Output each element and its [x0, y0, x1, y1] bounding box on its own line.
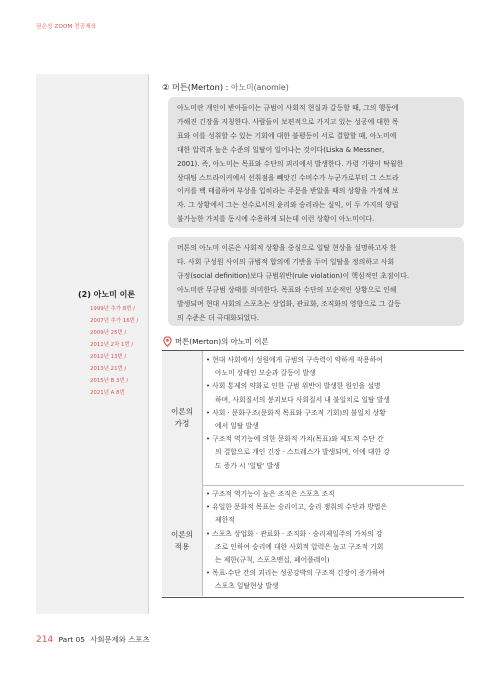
row-label-line: 이론의	[170, 529, 193, 539]
table-cell-line: • 목표-수단 간의 괴리는 성공강박의 구조적 긴장이 증가하여	[206, 569, 386, 578]
table-cell-line: 스포츠 일탈현상 발생	[215, 582, 279, 591]
section-heading	[162, 82, 289, 93]
paragraph-line: 자. 그 상황에서 그는 선수로서의 윤리와 승리라는 실익, 이 두 가지의 양립	[177, 201, 399, 210]
anomie-theory-table	[162, 350, 464, 598]
paragraph-line: 규정(social definition)보다 규범위반(rule violation)이 핵심적인 초점이다.	[177, 271, 410, 280]
row-content	[203, 351, 464, 485]
table-cell-line: 는 제한(규칙, 스포츠맨십, 페어플레이)	[215, 556, 330, 565]
exam-year-item: 2009년 25번 /	[90, 330, 127, 336]
row-label-line: 적용	[174, 541, 190, 551]
column-divider	[148, 74, 149, 614]
table-cell-line: • 현대 사회에서 성원에게 규범의 구속력이 약하게 작용하여	[206, 356, 383, 364]
paragraph-line: 불가능한 가치를 동시에 수용하게 되는데 이런 상황이 아노미이다.	[177, 215, 375, 224]
exam-year-item: 2012년 13번 /	[90, 354, 127, 360]
exam-year-item: 2007년 추가 16번 /	[90, 318, 139, 324]
table-cell-line: 아노미 상태인 모순과 갈등이 발생	[215, 369, 316, 378]
theory-summary-box	[168, 237, 464, 326]
exam-year-item: 1999년 추가 8번 /	[90, 306, 135, 312]
paragraph-line: 가해진 긴장을 지칭한다. 사람들이 보편적으로 가지고 있는 성공에 대한 목	[177, 117, 399, 126]
table-cell-line: • 유일한 문화적 목표는 승리이고, 승리 쟁취의 수단과 방법은	[206, 503, 388, 512]
table-cell-line: 에서 일탈 발생	[215, 422, 259, 431]
paragraph-line: 대한 압력과 높은 수준의 일탈이 일어나는 것이다(Liska & Messner,	[177, 145, 385, 154]
exam-year-item: 2021년 A 8번	[90, 390, 125, 396]
page-footer	[36, 634, 150, 645]
row-label-line: 이론의	[170, 407, 193, 416]
row-label	[162, 351, 203, 485]
exam-year-item: 2015년 B 3번 /	[90, 378, 129, 384]
table-cell-line: 하며, 사회질서의 붕괴보다 사회질서 내 불일치로 일탈 발생	[215, 395, 390, 404]
table-cell-line: 도 증가 시 '일탈' 발생	[215, 461, 280, 470]
table-cell-line: • 구조적 역기능이 높은 조직은 스포츠 조직	[206, 490, 335, 498]
map-pin-icon	[163, 336, 172, 347]
running-header: 권은성 ZOOM 전공체육	[36, 24, 97, 30]
table-row-assumption	[162, 351, 464, 486]
page-number: 214	[36, 635, 54, 645]
section-number: ②	[162, 82, 170, 92]
table-cell-line: 의 결합으로 개인 긴장 · 스트레스가 발생되며, 이에 대한 강	[215, 448, 390, 457]
paragraph-line: 상대팀 스트라이커에서 선취점을 빼앗긴 수비수가 누군가로부터 그 스트라	[177, 173, 399, 182]
table-heading-text: 머튼(Merton)의 아노미 이론	[175, 337, 269, 346]
exam-year-item: 2013년 21번 /	[90, 366, 127, 372]
table-cell-line: 제한적	[215, 516, 235, 525]
paragraph-line: 다. 사회 구성원 사이의 규범적 합의에 기반을 두어 일탈을 정의하고 사회	[177, 257, 395, 266]
table-heading	[163, 336, 269, 347]
exam-year-list	[90, 303, 138, 399]
table-cell-line: • 사회 통제의 약화로 인한 규범 위반이 발생한 원인을 설명	[206, 382, 381, 391]
paragraph-line: 아노미란 무규범 상태를 의미한다. 목표와 수단의 모순적인 상황으로 인해	[177, 285, 397, 294]
table-cell-line: • 스포츠 상업화 · 관료화 · 조직화 · 승리제일주의 가치의 강	[206, 529, 383, 538]
definition-box	[168, 97, 464, 228]
paragraph-line: 아노미란 개인이 받아들이는 규범이 사회적 현실과 갈등할 때, 그의 행동에	[177, 104, 399, 112]
table-cell-line: • 사회 · 문화구조(문화적 목표와 구조적 기회)의 불일치 상황	[206, 408, 386, 417]
table-cell-line: 조로 인하여 승리에 대한 사회적 압력은 높고 구조적 기회	[215, 542, 384, 551]
footer-part: Part 05	[58, 635, 85, 644]
section-title: 머튼(Merton) :	[171, 82, 229, 92]
paragraph-line: 표와 이를 성취할 수 있는 기회에 대한 불평등이 서로 결합할 때, 아노미에	[177, 131, 397, 140]
table-row-application	[162, 485, 464, 596]
paragraph-line: 이커를 백 태클하여 부상을 입히라는 주문을 받았을 때의 상황을 가정해 보	[177, 187, 399, 196]
section-subtitle: 아노미(anomie)	[231, 83, 289, 92]
paragraph-line: 의 수준은 더 극대화되었다.	[177, 313, 259, 322]
paragraph-line: 발생되며 현대 사회의 스포츠는 상업화, 관료화, 조직화의 영향으로 그 갈등	[177, 299, 401, 308]
table-cell-line: • 구조적 역기능에 의한 문화적 가치(목표)와 제도적 수단 간	[206, 435, 384, 444]
footer-title: 사회문제와 스포츠	[90, 635, 150, 644]
exam-year-item: 2011년 2차 1번 /	[90, 342, 134, 348]
row-label	[162, 485, 203, 596]
paragraph-line: 2001). 즉, 아노미는 목표와 수단의 괴리에서 발생한다. 가령 기량이 탁월한	[177, 159, 404, 168]
row-label-line: 가정	[174, 419, 190, 428]
paragraph-line: 머튼의 아노미 이론은 사회적 상황을 중심으로 일탈 현상을 설명하고자 한	[177, 244, 397, 252]
row-content	[203, 485, 464, 596]
sidebar-title: (2) 아노미 이론	[78, 290, 136, 299]
